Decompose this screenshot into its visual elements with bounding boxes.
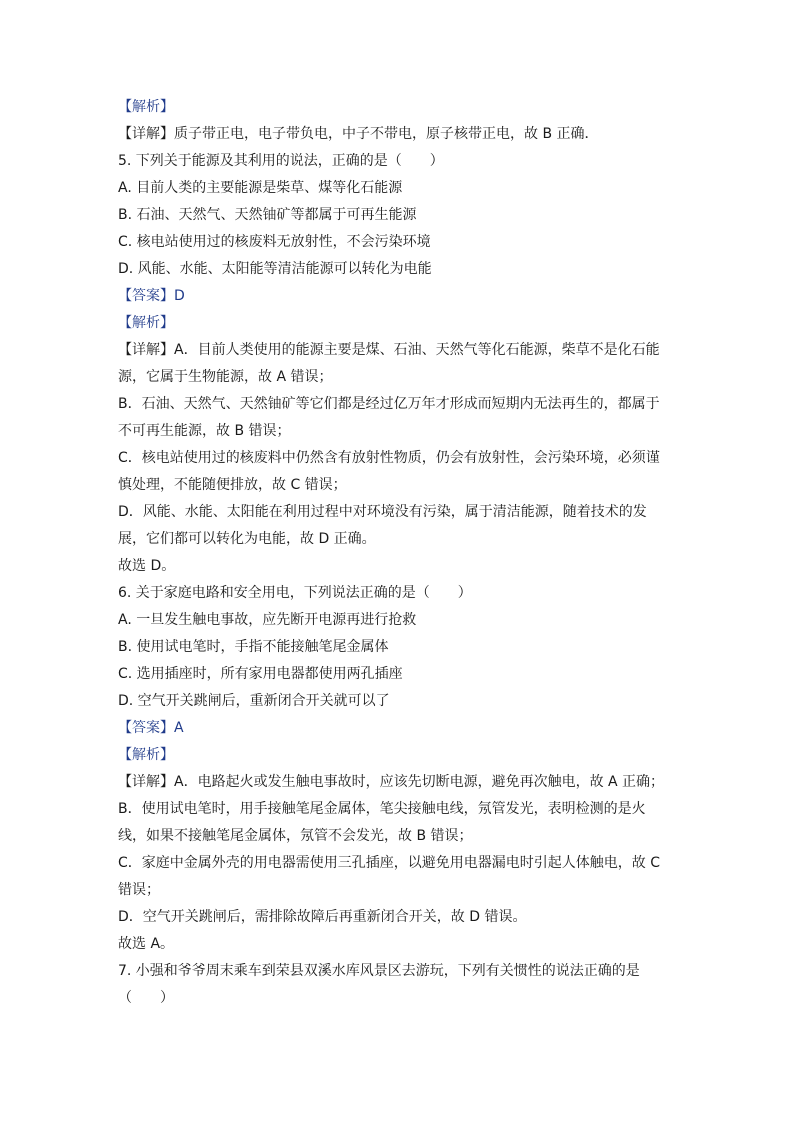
text-line: C．家庭中金属外壳的用电器需使用三孔插座，以避免用电器漏电时引起人体触电，故 C (118, 855, 660, 871)
text-line: 错误； (118, 882, 160, 898)
text-line: B．使用试电笔时，用手接触笔尾金属体，笔尖接触电线，氖管发光，表明检测的是火 (118, 801, 646, 817)
section-label: 【解析】 (118, 315, 174, 331)
text-line: B. 石油、天然气、天然铀矿等都属于可再生能源 (118, 207, 417, 223)
text-line: 【详解】质子带正电，电子带负电，中子不带电，原子核带正电，故 B 正确． (118, 126, 599, 142)
text-line: C. 核电站使用过的核废料无放射性，不会污染环境 (118, 234, 431, 250)
text-line: 6. 关于家庭电路和安全用电，下列说法正确的是（ ） (118, 585, 472, 601)
text-line: 【详解】A．目前人类使用的能源主要是煤、石油、天然气等化石能源，柴草不是化石能 (118, 342, 660, 358)
text-line: D．空气开关跳闸后，需排除故障后再重新闭合开关，故 D 错误。 (118, 909, 527, 925)
text-line: 故选 A。 (118, 936, 175, 952)
text-line: D．风能、水能、太阳能在利用过程中对环境没有污染，属于清洁能源，随着技术的发 (118, 504, 647, 520)
text-line: A. 一旦发生触电事故，应先断开电源再进行抢救 (118, 612, 417, 628)
text-line: B．石油、天然气、天然铀矿等它们都是经过亿万年才形成而短期内无法再生的，都属于 (118, 396, 660, 412)
text-line: 5. 下列关于能源及其利用的说法，正确的是（ ） (118, 153, 444, 169)
text-line: 故选 D。 (118, 558, 176, 574)
text-line: B. 使用试电笔时，手指不能接触笔尾金属体 (118, 639, 389, 655)
text-line: D. 风能、水能、太阳能等清洁能源可以转化为电能 (118, 261, 432, 277)
text-line: （ ） (118, 990, 174, 1006)
text-line: 源，它属于生物能源，故 A 错误； (118, 369, 333, 385)
text-line: C．核电站使用过的核废料中仍然含有放射性物质，仍会有放射性，会污染环境，必须谨 (118, 450, 660, 466)
text-line: A. 目前人类的主要能源是柴草、煤等化石能源 (118, 180, 403, 196)
section-label: 【解析】 (118, 747, 174, 763)
section-label: 【答案】A (118, 720, 184, 736)
text-line: C. 选用插座时，所有家用电器都使用两孔插座 (118, 666, 403, 682)
text-line: 展，它们都可以转化为电能，故 D 正确。 (118, 531, 376, 547)
section-label: 【解析】 (118, 99, 174, 115)
text-line: 慎处理，不能随便排放，故 C 错误； (118, 477, 347, 493)
text-line: D. 空气开关跳闸后，重新闭合开关就可以了 (118, 693, 390, 709)
text-line: 7. 小强和爷爷周末乘车到荣县双溪水库风景区去游玩，下列有关惯性的说法正确的是 (118, 963, 640, 979)
text-line: 线，如果不接触笔尾金属体，氖管不会发光，故 B 错误； (118, 828, 473, 844)
section-label: 【答案】D (118, 288, 185, 304)
document-body (118, 94, 678, 1012)
text-line: 不可再生能源，故 B 错误； (118, 423, 291, 439)
text-line: 【详解】A．电路起火或发生触电事故时，应该先切断电源，避免再次触电，故 A 正确； (118, 774, 665, 790)
